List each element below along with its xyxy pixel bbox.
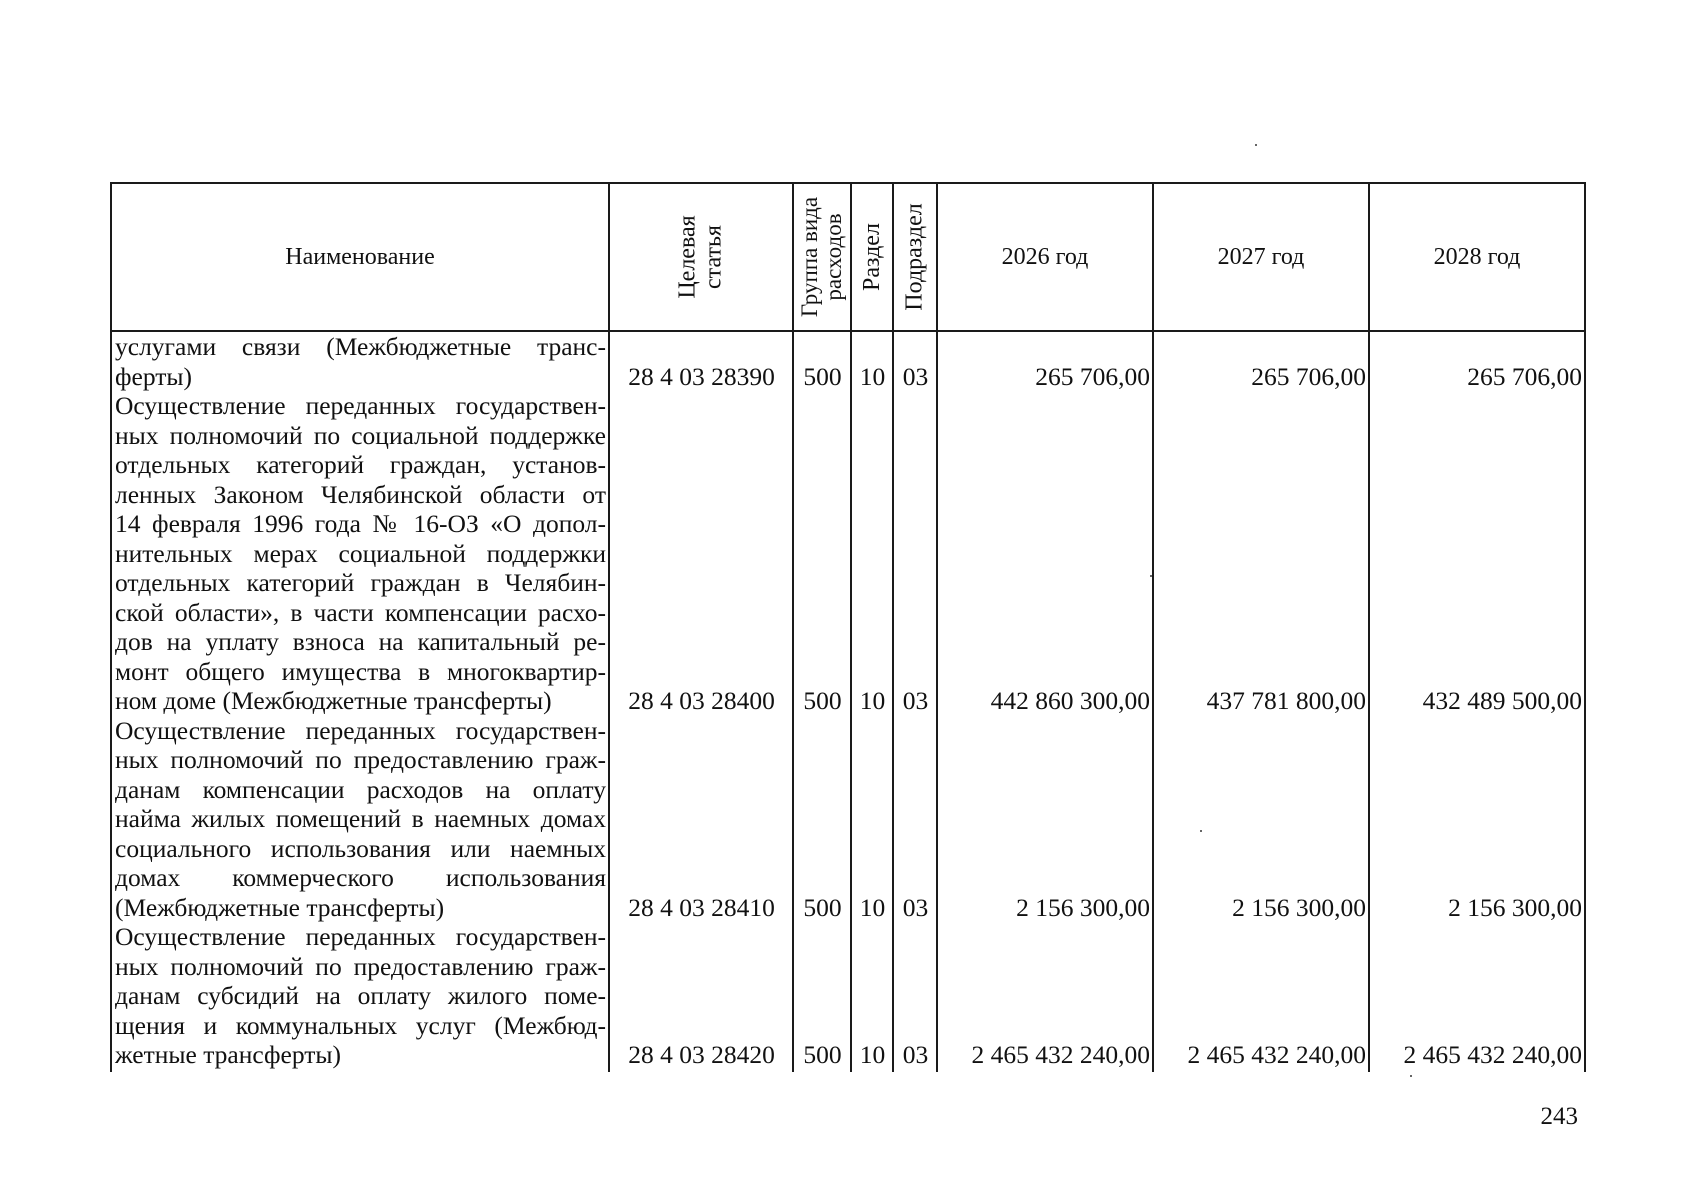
row-name-line: ленных Законом Челябинской области от: [115, 479, 606, 509]
header-section-label: Раздел: [859, 223, 886, 291]
table-row: [111, 716, 1585, 923]
row-subsection: 03: [893, 391, 937, 716]
row-amount-2026: 2 156 300,00: [937, 716, 1153, 923]
row-name-line: Осуществление переданных государствен-: [115, 715, 606, 745]
header-target-article: [609, 183, 793, 331]
row-expense-group: 500: [793, 922, 851, 1072]
row-name: [111, 922, 609, 1072]
header-year-2027-label: 2027 год: [1217, 243, 1305, 270]
header-section: [851, 183, 893, 331]
row-name-line: ской области», в части компенсации расхо-: [115, 597, 606, 627]
page-number: 243: [1540, 1103, 1578, 1130]
table-row: [111, 922, 1585, 1072]
row-name-line: домах коммерческого использования: [115, 863, 606, 892]
header-year-2026-label: 2026 год: [1001, 243, 1089, 270]
row-section: 10: [851, 391, 893, 716]
row-name-line: отдельных категорий граждан в Челябин-: [115, 568, 606, 597]
row-amount-2028: 2 156 300,00: [1369, 716, 1585, 923]
header-name-label: Наименование: [285, 243, 435, 270]
row-name-line: данам компенсации расходов на оплату: [115, 774, 606, 804]
row-target-article: 28 4 03 28420: [609, 922, 793, 1072]
row-target-article: 28 4 03 28410: [609, 716, 793, 923]
table-header-row: [111, 183, 1585, 331]
row-section: 10: [851, 922, 893, 1072]
row-expense-group: 500: [793, 716, 851, 923]
header-year-2026: [937, 183, 1153, 331]
row-name-line: нительных мерах социальной поддержки: [115, 538, 606, 568]
row-name-line: найма жилых помещений в наемных домах: [115, 804, 606, 833]
row-target-article: 28 4 03 28400: [609, 391, 793, 716]
row-name-line: ных полномочий по социальной поддержке: [115, 420, 606, 450]
row-name-line: данам субсидий на оплату жилого поме-: [115, 981, 606, 1010]
row-amount-2026: 442 860 300,00: [937, 391, 1153, 716]
row-name-line: щения и коммунальных услуг (Межбюд-: [115, 1010, 606, 1040]
scan-speck: [1200, 830, 1202, 832]
row-name: [111, 391, 609, 716]
header-year-2028: [1369, 183, 1585, 331]
row-name-line: (Межбюджетные трансферты): [115, 892, 445, 922]
row-name-line: 14 февраля 1996 года № 16-ОЗ «О допол-: [115, 509, 606, 538]
row-target-article: 28 4 03 28390: [609, 331, 793, 391]
scan-speck: [1255, 144, 1257, 146]
row-amount-2028: 265 706,00: [1369, 331, 1585, 391]
row-name-line: дов на уплату взноса на капитальный ре-: [115, 627, 606, 656]
header-expense-group: [793, 183, 851, 331]
row-amount-2028: 2 465 432 240,00: [1369, 922, 1585, 1072]
header-subsection: [893, 183, 937, 331]
header-target-article-label: Целевая статья: [674, 215, 727, 299]
row-name-line: отдельных категорий граждан, установ-: [115, 450, 606, 479]
row-name-line: Осуществление переданных государствен-: [115, 922, 606, 951]
row-name: [111, 331, 609, 391]
row-amount-2026: 2 465 432 240,00: [937, 922, 1153, 1072]
row-name-line: жетные трансферты): [115, 1040, 342, 1069]
header-expense-group-label: Группа вида расходов: [797, 196, 847, 318]
row-name-line: услугами связи (Межбюджетные транс-: [115, 332, 606, 361]
header-year-2027: [1153, 183, 1369, 331]
row-name: [111, 716, 609, 923]
row-amount-2027: 2 156 300,00: [1153, 716, 1369, 923]
scan-speck: [1410, 1075, 1412, 1077]
row-name-line: социального использования или наемных: [115, 833, 606, 863]
row-amount-2027: 265 706,00: [1153, 331, 1369, 391]
scan-speck: [1150, 575, 1152, 577]
row-section: 10: [851, 716, 893, 923]
table-row: [111, 331, 1585, 391]
row-subsection: 03: [893, 331, 937, 391]
row-subsection: 03: [893, 716, 937, 923]
table-body: [111, 331, 1585, 1072]
row-amount-2026: 265 706,00: [937, 331, 1153, 391]
header-name: [111, 183, 609, 331]
row-section: 10: [851, 331, 893, 391]
header-year-2028-label: 2028 год: [1433, 243, 1521, 270]
row-name-line: ферты): [115, 361, 193, 391]
row-name-line: ном доме (Межбюджетные трансферты): [115, 686, 552, 715]
row-name-line: Осуществление переданных государствен-: [115, 391, 606, 420]
row-expense-group: 500: [793, 331, 851, 391]
row-subsection: 03: [893, 922, 937, 1072]
row-expense-group: 500: [793, 391, 851, 716]
header-subsection-label: Подраздел: [902, 203, 929, 311]
row-name-line: монт общего имущества в многоквартир-: [115, 656, 606, 686]
row-name-line: ных полномочий по предоставлению граж-: [115, 951, 606, 981]
table-row: [111, 391, 1585, 716]
row-name-line: ных полномочий по предоставлению граж-: [115, 745, 606, 774]
row-amount-2027: 2 465 432 240,00: [1153, 922, 1369, 1072]
row-amount-2027: 437 781 800,00: [1153, 391, 1369, 716]
row-amount-2028: 432 489 500,00: [1369, 391, 1585, 716]
budget-table: [110, 182, 1586, 1072]
